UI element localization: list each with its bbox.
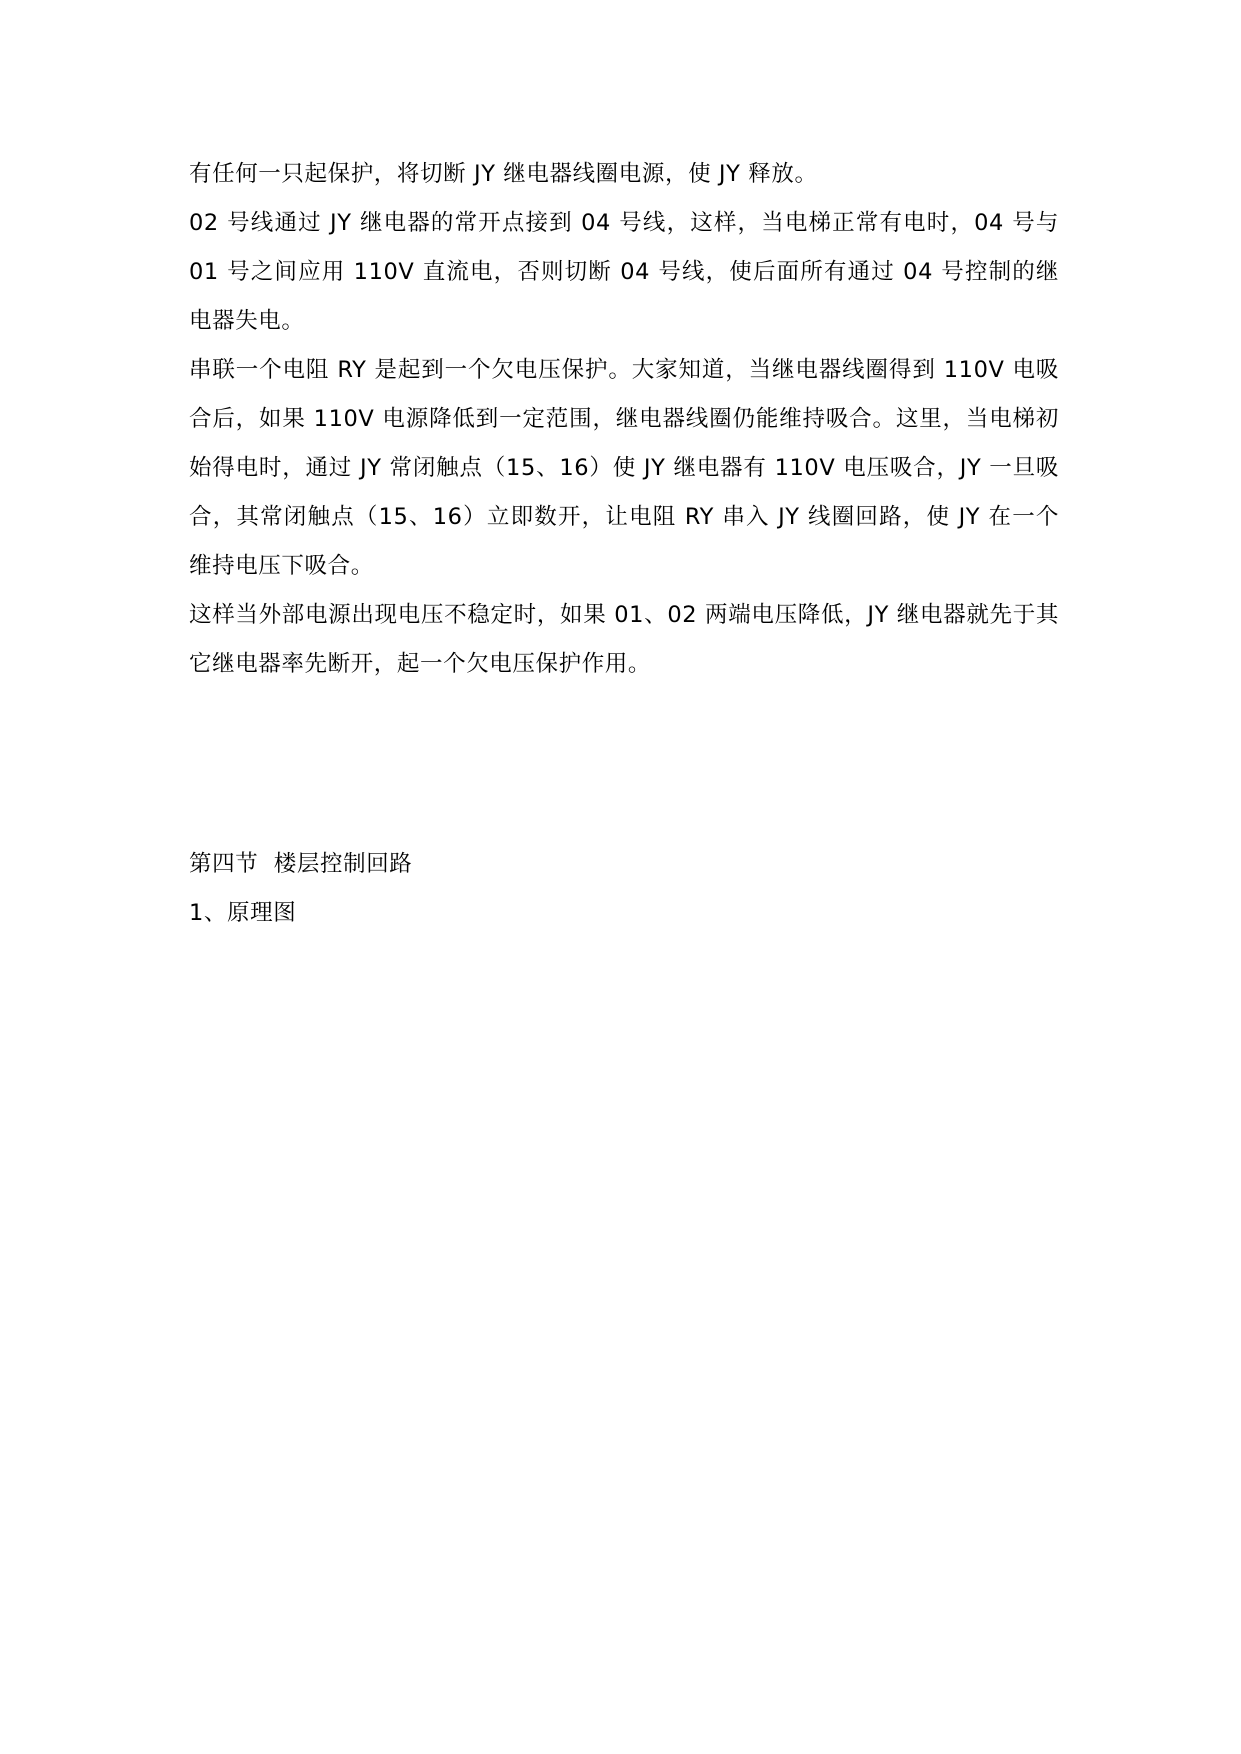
subheading: 1、原理图: [189, 900, 297, 926]
body-text: [189, 150, 1059, 689]
paragraph-protection-release: 有任何一只起保护，将切断 JY 继电器线圈电源，使 JY 释放。: [189, 161, 818, 187]
paragraph-line-04-wiring: 02 号线通过 JY 继电器的常开点接到 04 号线，这样，当电梯正常有电时，04 号与 01 号之间应用 110V 直流电，否则切断 04 号线，使后面所有通过 04 号控制的继电器失电。: [189, 210, 1059, 334]
section-block: [189, 840, 1059, 938]
paragraph-undervoltage-resistor: 串联一个电阻 RY 是起到一个欠电压保护。大家知道，当继电器线圈得到 110V 电吸合后，如果 110V 电源降低到一定范围，继电器线圈仍能维持吸合。这里，当电梯初始得电时，通过 JY 常闭触点（15、16）使 JY 继电器有 110V 电压吸合，JY 一旦吸合，其常闭触点（15、16）立即数开，让电阻 RY 串入 JY 线圈回路，使 JY 在一个维持电压下吸合。: [189, 357, 1059, 579]
paragraph-undervoltage-effect: 这样当外部电源出现电压不稳定时，如果 01、02 两端电压降低，JY 继电器就先于其它继电器率先断开，起一个欠电压保护作用。: [189, 602, 1059, 677]
section-heading: 第四节 楼层控制回路: [189, 851, 413, 877]
